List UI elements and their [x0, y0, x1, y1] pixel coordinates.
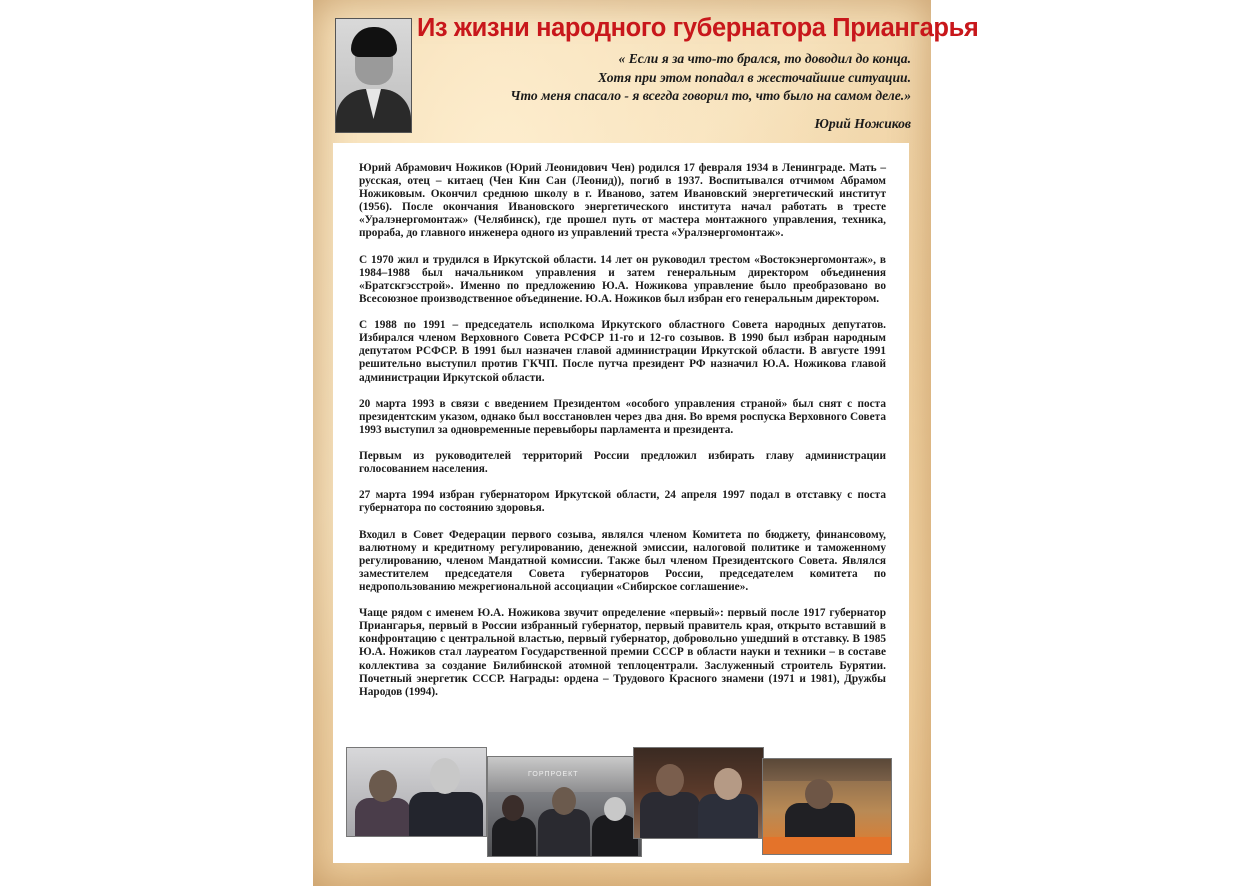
- paragraph: 27 марта 1994 избран губернатором Иркутской области, 24 апреля 1997 подал в отставку с поста губернатора по состоянию здоровья.: [359, 489, 886, 515]
- quote-author: Юрий Ножиков: [814, 116, 911, 131]
- paragraph: С 1988 по 1991 – председатель исполкома Иркутского областного Совета народных депутатов. Избирался членом Верховного Совета РСФСР 11-го и 12-го созывов. В 1990 был избран народным депутатом РСФСР. В 1991 был назначен главой администрации Иркутской области. В августе 1991 решительно выступил против ГКЧП. После путча президент РФ назначил Ю.А. Ножикова главой администрации Иркутской области.: [359, 319, 886, 384]
- photo-with-yeltsin: [346, 747, 487, 837]
- paragraph: 20 марта 1993 в связи с введением Президентом «особого управления страной» был снят с поста президентским указом, однако был восстановлен через два дня. Во время роспуска Верховного Совета 1993 выступил за одновременные перевыборы парламента и президента.: [359, 397, 886, 436]
- photo-podium-speech: [762, 758, 892, 855]
- photo-with-gorbachev: [633, 747, 764, 839]
- quote-line: Хотя при этом попадал в жесточайшие ситуации.: [597, 69, 911, 85]
- building-sign: ГОРПРОЕКТ: [528, 771, 579, 778]
- paragraph: Чаще рядом с именем Ю.А. Ножикова звучит определение «первый»: первый после 1917 губернатор Приангарья, первый в России избранный губернатор, первый правитель края, открыто вставший в конфронтацию с центральной властью, первый губернатор, добровольно ушедший в отставку. В 1985 Ю.А. Ножиков стал лауреатом Государственной премии СССР в области науки и техники – в составе коллектива за создание Билибинской атомной теплоцентрали. Заслуженный строитель Бурятии. Почетный энергетик СССР. Награды: ордена – Трудового Красного знамени (1971 и 1981), Дружбы Народов (1994).: [359, 607, 886, 698]
- poster: [313, 0, 979, 886]
- portrait-photo: [335, 18, 412, 133]
- paragraph: С 1970 жил и трудился в Иркутской области. 14 лет он руководил трестом «Востокэнергомонтаж», в 1984–1988 был начальником управления и затем генеральным директором объединения «Братскгэсстрой». Именно по предложению Ю.А. Ножикова управление было преобразовано во Всесоюзное производственное объединение. Ю.А. Ножиков был избран его генеральным директором.: [359, 253, 886, 305]
- quote-line: Что меня спасало - я всегда говорил то, что было на самом деле.»: [510, 88, 911, 103]
- paragraph: Юрий Абрамович Ножиков (Юрий Леонидович Чен) родился 17 февраля 1934 в Ленинграде. Мать – русская, отец – китаец (Чен Кин Сан (Леонид)), погиб в 1937. Воспитывался отчимом Абрамом Ножиковым. Окончил среднюю школу в г. Иваново, затем Ивановский энергетический институт (1956). После окончания Ивановского энергетического института начал работать в тресте «Уралэнергомонтаж» (Челябинск), где прошел путь от мастера монтажного управления, техника, прораба, до главного инженера одного из управлений треста «Уралэнергомонтаж».: [359, 162, 886, 240]
- biography-text: [359, 162, 886, 712]
- photo-street-crowd: [487, 756, 642, 857]
- quote: [441, 50, 911, 106]
- paragraph: Первым из руководителей территорий России предложил избирать главу администрации голосованием населения.: [359, 450, 886, 476]
- quote-line: « Если я за что-то брался, то доводил до конца.: [618, 51, 911, 66]
- page-title: Из жизни народного губернатора Приангарья: [417, 14, 979, 42]
- paragraph: Входил в Совет Федерации первого созыва, являлся членом Комитета по бюджету, финансовому, валютному и кредитному регулированию, денежной эмиссии, налоговой политике и таможенному регулированию, членом Мандатной комиссии. Также был членом Президентского Совета. Являлся заместителем председателя Совета губернаторов России, председателем комитета по недропользованию межрегиональной ассоциации «Сибирское соглашение».: [359, 528, 886, 593]
